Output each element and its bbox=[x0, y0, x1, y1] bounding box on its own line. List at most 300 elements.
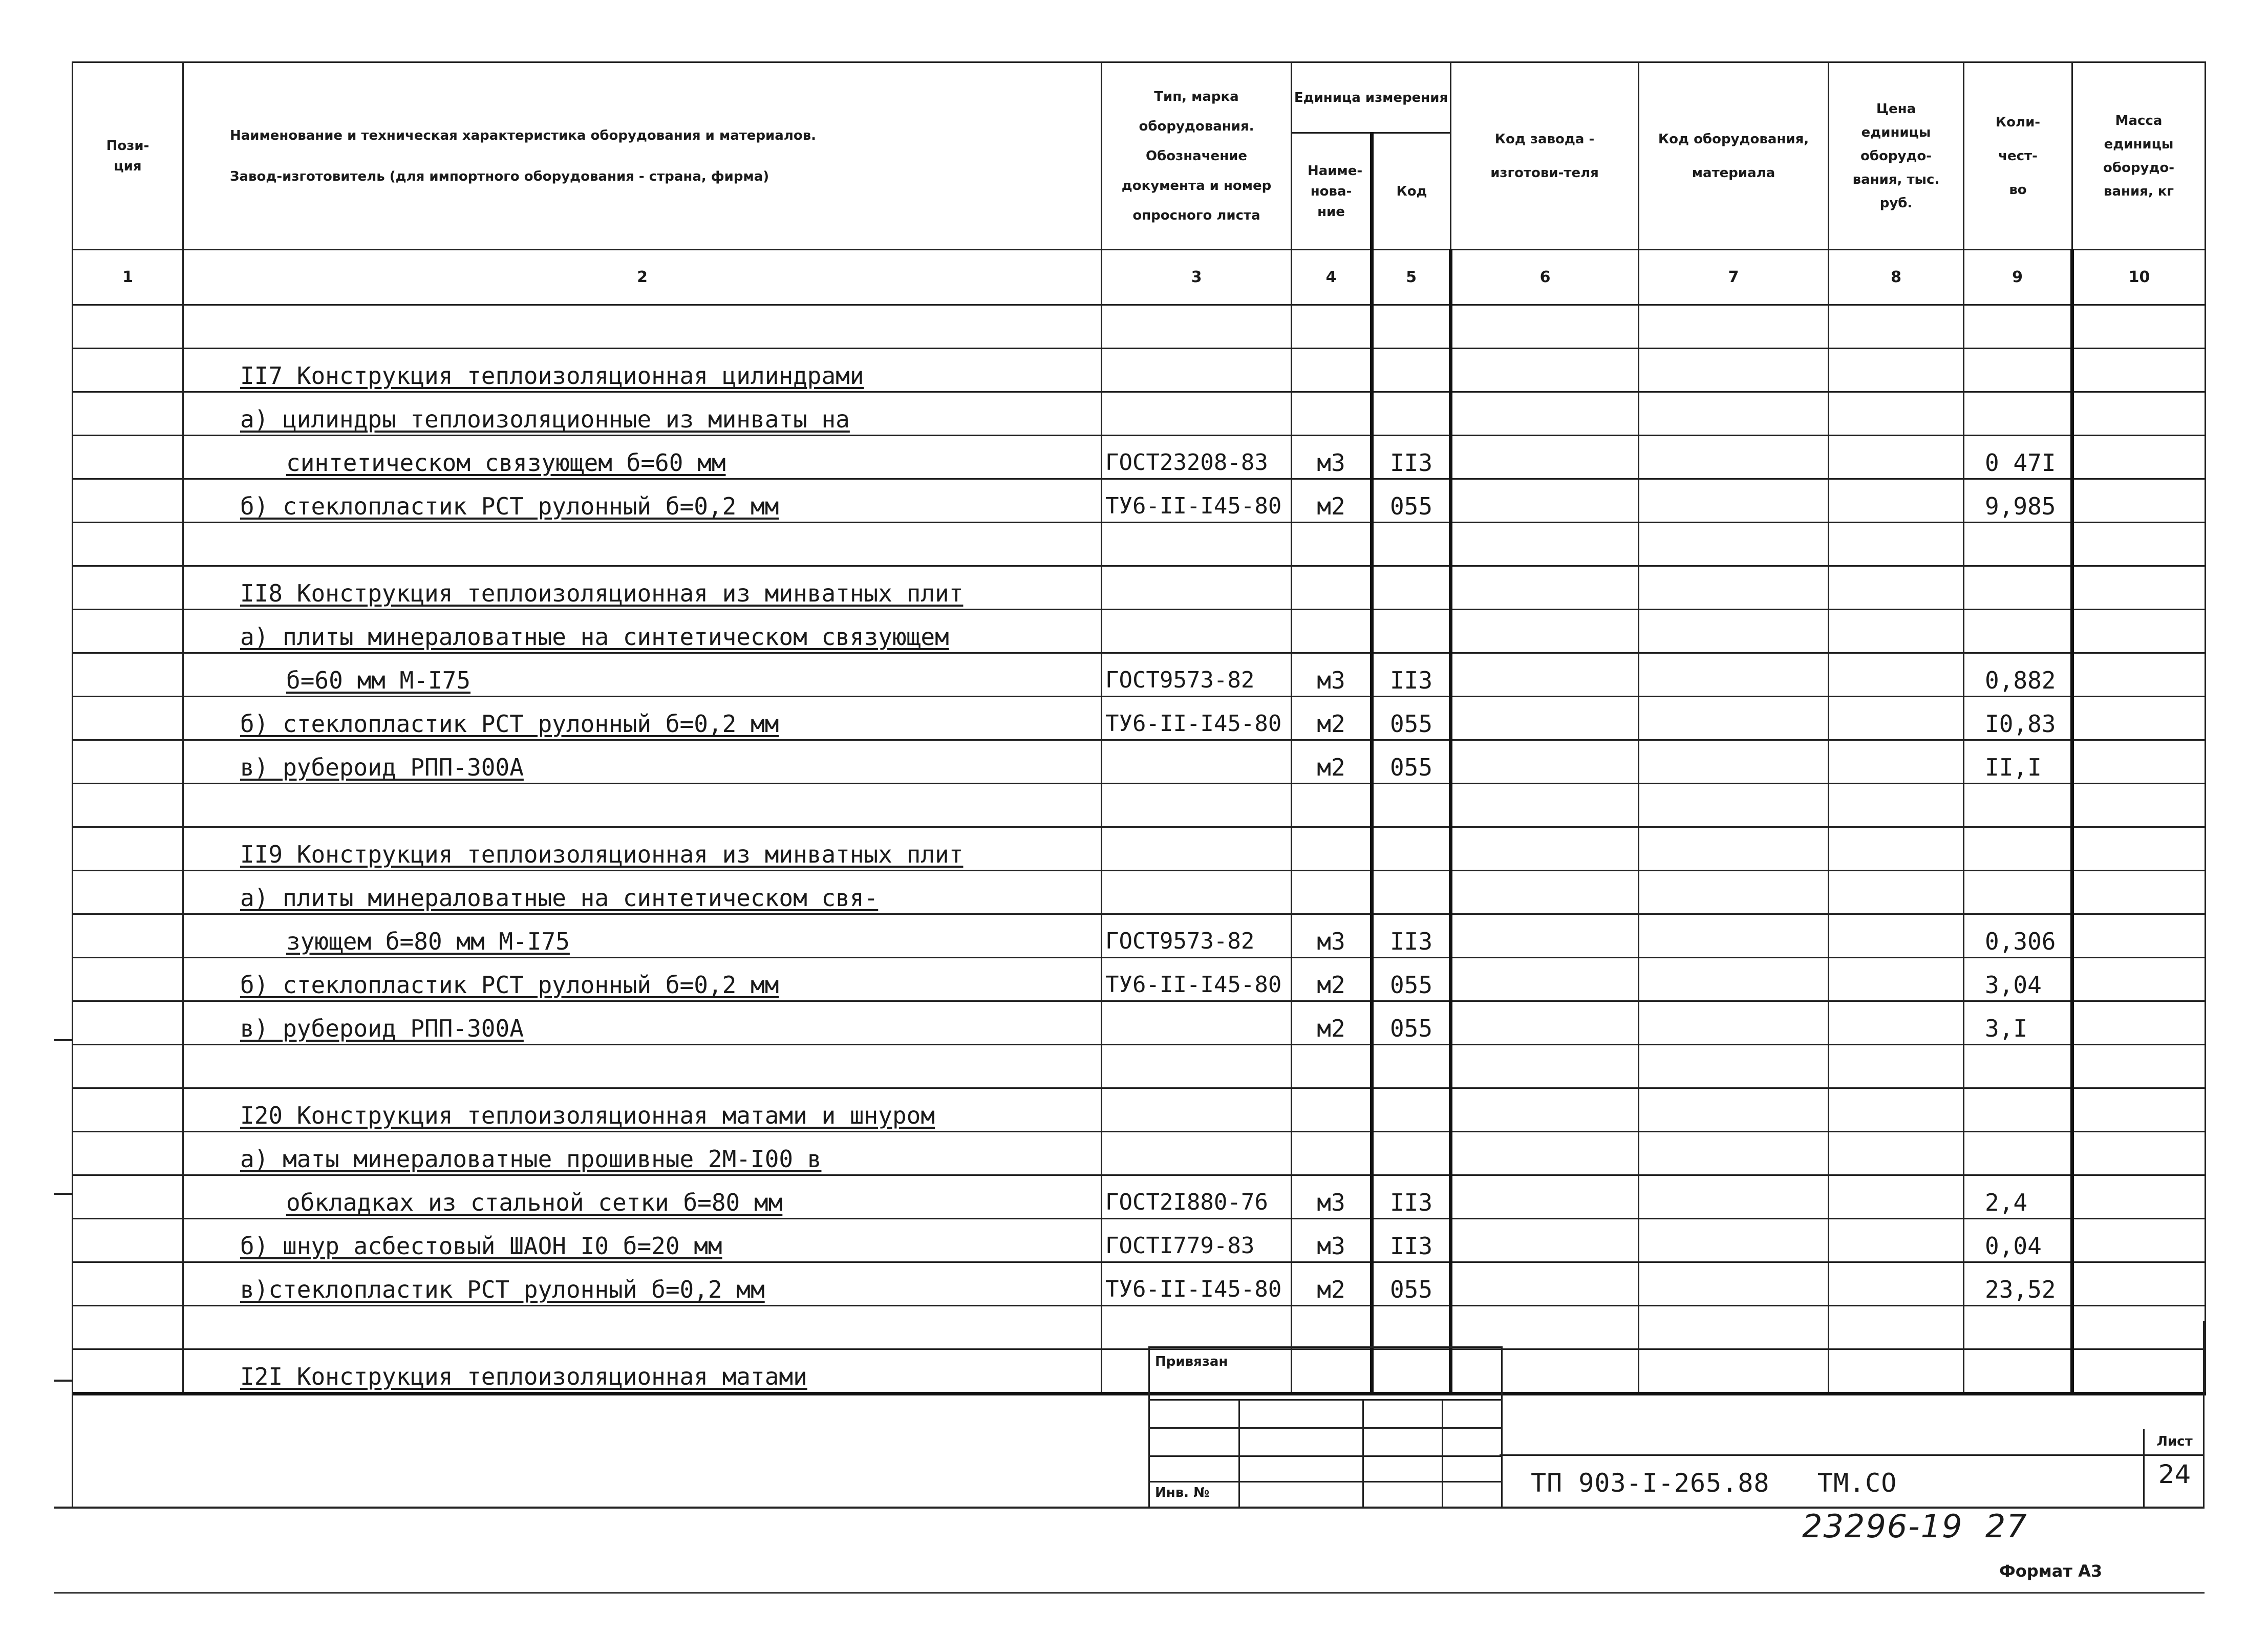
header-mass: Масса единицы оборудо-вания, кг bbox=[2072, 62, 2206, 250]
document-cell: ГОСТ9573-82 bbox=[1102, 653, 1292, 697]
header-position: Пози- ция bbox=[73, 62, 183, 250]
table-row bbox=[73, 566, 2206, 610]
table-row bbox=[73, 1045, 2206, 1088]
sheet-number-box bbox=[2143, 1429, 2205, 1507]
document-cell bbox=[1102, 1306, 1292, 1349]
document-cell bbox=[1102, 1001, 1292, 1045]
position-cell bbox=[73, 1132, 183, 1175]
document-cell bbox=[1102, 740, 1292, 784]
item-name-cell: б) стеклопластик РСТ рулонный б=0,2 мм bbox=[183, 697, 1102, 740]
column-number: 6 bbox=[1451, 250, 1639, 305]
quantity-cell bbox=[1964, 1306, 2072, 1349]
unit-code-cell bbox=[1372, 392, 1451, 436]
position-cell bbox=[73, 827, 183, 871]
table-row bbox=[73, 436, 2206, 479]
document-cell bbox=[1102, 566, 1292, 610]
unit-name-cell: м2 bbox=[1292, 1001, 1372, 1045]
unit-name-cell bbox=[1292, 1045, 1372, 1088]
plant-code-cell bbox=[1451, 1088, 1639, 1132]
item-name-cell: а) маты минераловатные прошивные 2М-I00 в bbox=[183, 1132, 1102, 1175]
position-cell bbox=[73, 479, 183, 523]
unit-name-cell bbox=[1292, 610, 1372, 653]
item-name-cell: II8 Конструкция теплоизоляционная из минватных плит bbox=[183, 566, 1102, 610]
header-unit: Единица измерения bbox=[1292, 62, 1451, 133]
price-cell bbox=[1829, 1349, 1964, 1394]
item-name-cell: в) рубероид РПП-300А bbox=[183, 740, 1102, 784]
sheet-label: Лист bbox=[2145, 1429, 2205, 1456]
document-cell bbox=[1102, 1132, 1292, 1175]
quantity-cell: 23,52 bbox=[1964, 1262, 2072, 1306]
unit-code-cell: 055 bbox=[1372, 479, 1451, 523]
column-number: 8 bbox=[1829, 250, 1964, 305]
table-row bbox=[73, 1001, 2206, 1045]
price-cell bbox=[1829, 697, 1964, 740]
plant-code-cell bbox=[1451, 349, 1639, 392]
margin-tick bbox=[54, 1039, 72, 1041]
header-plant-code: Код завода - изготови-теля bbox=[1451, 62, 1639, 250]
item-name-cell: II7 Конструкция теплоизоляционная цилиндрами bbox=[183, 349, 1102, 392]
quantity-cell bbox=[1964, 1045, 2072, 1088]
quantity-cell: 9,985 bbox=[1964, 479, 2072, 523]
material-code-cell bbox=[1639, 566, 1829, 610]
material-code-cell bbox=[1639, 1306, 1829, 1349]
unit-code-cell bbox=[1372, 784, 1451, 827]
mass-cell bbox=[2072, 871, 2206, 914]
price-cell bbox=[1829, 1132, 1964, 1175]
document-cell bbox=[1102, 1088, 1292, 1132]
frame-left-border bbox=[72, 1321, 73, 1507]
plant-code-cell bbox=[1451, 740, 1639, 784]
unit-code-cell bbox=[1372, 871, 1451, 914]
header-quantity: Коли-чест-во bbox=[1964, 62, 2072, 250]
quantity-cell bbox=[1964, 349, 2072, 392]
plant-code-cell bbox=[1451, 697, 1639, 740]
price-cell bbox=[1829, 566, 1964, 610]
quantity-cell bbox=[1964, 523, 2072, 566]
material-code-cell bbox=[1639, 740, 1829, 784]
stamp-inventory-number: Инв. № bbox=[1155, 1485, 1210, 1500]
material-code-cell bbox=[1639, 1262, 1829, 1306]
quantity-cell bbox=[1964, 827, 2072, 871]
plant-code-cell bbox=[1451, 1132, 1639, 1175]
item-name-cell: обкладках из стальной сетки б=80 мм bbox=[183, 1175, 1102, 1219]
mass-cell bbox=[2072, 958, 2206, 1001]
quantity-cell bbox=[1964, 1349, 2072, 1394]
mass-cell bbox=[2072, 523, 2206, 566]
mass-cell bbox=[2072, 1088, 2206, 1132]
table-row bbox=[73, 392, 2206, 436]
document-cell bbox=[1102, 523, 1292, 566]
plant-code-cell bbox=[1451, 523, 1639, 566]
column-numbers-row bbox=[73, 250, 2206, 305]
mass-cell bbox=[2072, 479, 2206, 523]
material-code-cell bbox=[1639, 958, 1829, 1001]
mass-cell bbox=[2072, 1175, 2206, 1219]
table-row bbox=[73, 653, 2206, 697]
document-cell: ГОСТ2I880-76 bbox=[1102, 1175, 1292, 1219]
item-name-cell bbox=[183, 305, 1102, 349]
table-row bbox=[73, 523, 2206, 566]
item-name-cell: I2I Конструкция теплоизоляционная матами bbox=[183, 1349, 1102, 1394]
material-code-cell bbox=[1639, 1175, 1829, 1219]
price-cell bbox=[1829, 349, 1964, 392]
quantity-cell: 3,04 bbox=[1964, 958, 2072, 1001]
margin-tick bbox=[54, 1380, 72, 1382]
position-cell bbox=[73, 740, 183, 784]
plant-code-cell bbox=[1451, 1306, 1639, 1349]
quantity-cell: 0,04 bbox=[1964, 1219, 2072, 1262]
table-row bbox=[73, 914, 2206, 958]
item-name-cell: II9 Конструкция теплоизоляционная из минватных плит bbox=[183, 827, 1102, 871]
position-cell bbox=[73, 610, 183, 653]
mass-cell bbox=[2072, 349, 2206, 392]
price-cell bbox=[1829, 1045, 1964, 1088]
material-code-cell bbox=[1639, 1349, 1829, 1394]
mass-cell bbox=[2072, 1219, 2206, 1262]
unit-name-cell bbox=[1292, 523, 1372, 566]
item-name-cell: б) стеклопластик РСТ рулонный б=0,2 мм bbox=[183, 958, 1102, 1001]
stamp-title: Привязан bbox=[1155, 1354, 1228, 1369]
plant-code-cell bbox=[1451, 1045, 1639, 1088]
price-cell bbox=[1829, 740, 1964, 784]
plant-code-cell bbox=[1451, 1175, 1639, 1219]
document-cell bbox=[1102, 349, 1292, 392]
unit-name-cell: м3 bbox=[1292, 436, 1372, 479]
quantity-cell bbox=[1964, 610, 2072, 653]
unit-code-cell: II3 bbox=[1372, 1175, 1451, 1219]
position-cell bbox=[73, 1349, 183, 1394]
unit-code-cell: 055 bbox=[1372, 1262, 1451, 1306]
quantity-cell: 0 47I bbox=[1964, 436, 2072, 479]
position-cell bbox=[73, 697, 183, 740]
material-code-cell bbox=[1639, 784, 1829, 827]
material-code-cell bbox=[1639, 610, 1829, 653]
column-number: 7 bbox=[1639, 250, 1829, 305]
plant-code-cell bbox=[1451, 1219, 1639, 1262]
price-cell bbox=[1829, 305, 1964, 349]
plant-code-cell bbox=[1451, 784, 1639, 827]
unit-name-cell bbox=[1292, 305, 1372, 349]
document-cell: ГОСТ9573-82 bbox=[1102, 914, 1292, 958]
unit-code-cell bbox=[1372, 827, 1451, 871]
plant-code-cell bbox=[1451, 958, 1639, 1001]
position-cell bbox=[73, 958, 183, 1001]
price-cell bbox=[1829, 523, 1964, 566]
plant-code-cell bbox=[1451, 827, 1639, 871]
unit-code-cell bbox=[1372, 1088, 1451, 1132]
column-number: 1 bbox=[73, 250, 183, 305]
unit-name-cell: м2 bbox=[1292, 740, 1372, 784]
margin-tick bbox=[54, 1193, 72, 1195]
position-cell bbox=[73, 914, 183, 958]
item-name-cell: а) цилиндры теплоизоляционные из минваты на bbox=[183, 392, 1102, 436]
position-cell bbox=[73, 1306, 183, 1349]
document-cell bbox=[1102, 1045, 1292, 1088]
column-number: 2 bbox=[183, 250, 1102, 305]
table-row bbox=[73, 305, 2206, 349]
table-row bbox=[73, 479, 2206, 523]
document-cell bbox=[1102, 392, 1292, 436]
unit-code-cell bbox=[1372, 523, 1451, 566]
material-code-cell bbox=[1639, 1132, 1829, 1175]
table-row bbox=[73, 1349, 2206, 1394]
quantity-cell bbox=[1964, 1132, 2072, 1175]
table-row bbox=[73, 1306, 2206, 1349]
price-cell bbox=[1829, 784, 1964, 827]
mass-cell bbox=[2072, 1132, 2206, 1175]
plant-code-cell bbox=[1451, 653, 1639, 697]
mass-cell bbox=[2072, 566, 2206, 610]
plant-code-cell bbox=[1451, 914, 1639, 958]
plant-code-cell bbox=[1451, 1001, 1639, 1045]
position-cell bbox=[73, 1001, 183, 1045]
mass-cell bbox=[2072, 784, 2206, 827]
document-cell: ТУ6-II-I45-80 bbox=[1102, 697, 1292, 740]
plant-code-cell bbox=[1451, 305, 1639, 349]
price-cell bbox=[1829, 610, 1964, 653]
quantity-cell: I0,83 bbox=[1964, 697, 2072, 740]
table-row bbox=[73, 349, 2206, 392]
unit-code-cell: 055 bbox=[1372, 697, 1451, 740]
mass-cell bbox=[2072, 1045, 2206, 1088]
header-name-line2: Завод-изготовитель (для импортного оборудования - страна, фирма) bbox=[230, 168, 769, 184]
column-number: 3 bbox=[1102, 250, 1292, 305]
column-number: 10 bbox=[2072, 250, 2206, 305]
unit-name-cell bbox=[1292, 349, 1372, 392]
unit-code-cell: 055 bbox=[1372, 740, 1451, 784]
unit-name-cell: м3 bbox=[1292, 1219, 1372, 1262]
table-row bbox=[73, 1132, 2206, 1175]
header-type: Тип, марка оборудования. Обозначение документа и номер опросного листа bbox=[1102, 62, 1292, 250]
quantity-cell bbox=[1964, 1088, 2072, 1132]
unit-name-cell bbox=[1292, 1088, 1372, 1132]
quantity-cell bbox=[1964, 871, 2072, 914]
item-name-cell bbox=[183, 1045, 1102, 1088]
quantity-cell bbox=[1964, 784, 2072, 827]
price-cell bbox=[1829, 827, 1964, 871]
unit-name-cell: м3 bbox=[1292, 1175, 1372, 1219]
sheet-baseline bbox=[54, 1592, 2205, 1594]
material-code-cell bbox=[1639, 523, 1829, 566]
material-code-cell bbox=[1639, 1001, 1829, 1045]
header-name bbox=[183, 62, 1102, 250]
table-row bbox=[73, 1262, 2206, 1306]
unit-code-cell bbox=[1372, 305, 1451, 349]
document-cell: ТУ6-II-I45-80 bbox=[1102, 1262, 1292, 1306]
mass-cell bbox=[2072, 740, 2206, 784]
mass-cell bbox=[2072, 1306, 2206, 1349]
mass-cell bbox=[2072, 1349, 2206, 1394]
unit-code-cell bbox=[1372, 1045, 1451, 1088]
document-cell: ТУ6-II-I45-80 bbox=[1102, 958, 1292, 1001]
unit-name-cell bbox=[1292, 392, 1372, 436]
position-cell bbox=[73, 1175, 183, 1219]
item-name-cell: зующем б=80 мм М-I75 bbox=[183, 914, 1102, 958]
material-code-cell bbox=[1639, 1219, 1829, 1262]
mass-cell bbox=[2072, 305, 2206, 349]
table-row bbox=[73, 1219, 2206, 1262]
price-cell bbox=[1829, 1306, 1964, 1349]
item-name-cell: б) стеклопластик РСТ рулонный б=0,2 мм bbox=[183, 479, 1102, 523]
unit-code-cell bbox=[1372, 1306, 1451, 1349]
quantity-cell bbox=[1964, 305, 2072, 349]
unit-code-cell: II3 bbox=[1372, 653, 1451, 697]
position-cell bbox=[73, 1262, 183, 1306]
header-name-line1: Наименование и техническая характеристика оборудования и материалов. bbox=[230, 127, 817, 143]
item-name-cell: в)стеклопластик РСТ рулонный б=0,2 мм bbox=[183, 1262, 1102, 1306]
material-code-cell bbox=[1639, 827, 1829, 871]
mass-cell bbox=[2072, 610, 2206, 653]
unit-name-cell: м3 bbox=[1292, 914, 1372, 958]
document-cell bbox=[1102, 827, 1292, 871]
binding-stamp bbox=[1148, 1346, 1503, 1508]
table-row bbox=[73, 784, 2206, 827]
quantity-cell bbox=[1964, 392, 2072, 436]
unit-name-cell: м2 bbox=[1292, 697, 1372, 740]
item-name-cell: а) плиты минераловатные на синтетическом свя- bbox=[183, 871, 1102, 914]
unit-code-cell: II3 bbox=[1372, 914, 1451, 958]
unit-code-cell bbox=[1372, 349, 1451, 392]
material-code-cell bbox=[1639, 479, 1829, 523]
unit-name-cell bbox=[1292, 1132, 1372, 1175]
unit-name-cell bbox=[1292, 871, 1372, 914]
item-name-cell: в) рубероид РПП-300А bbox=[183, 1001, 1102, 1045]
price-cell bbox=[1829, 1175, 1964, 1219]
unit-name-cell bbox=[1292, 1306, 1372, 1349]
material-code-cell bbox=[1639, 436, 1829, 479]
price-cell bbox=[1829, 1262, 1964, 1306]
material-code-cell bbox=[1639, 305, 1829, 349]
table-row bbox=[73, 1088, 2206, 1132]
unit-code-cell bbox=[1372, 610, 1451, 653]
quantity-cell: II,I bbox=[1964, 740, 2072, 784]
table-row bbox=[73, 697, 2206, 740]
unit-name-cell: м3 bbox=[1292, 653, 1372, 697]
quantity-cell: 3,I bbox=[1964, 1001, 2072, 1045]
position-cell bbox=[73, 436, 183, 479]
unit-name-cell bbox=[1292, 784, 1372, 827]
quantity-cell bbox=[1964, 566, 2072, 610]
price-cell bbox=[1829, 392, 1964, 436]
unit-name-cell: м2 bbox=[1292, 958, 1372, 1001]
unit-code-cell bbox=[1372, 566, 1451, 610]
header-unit-code: Код bbox=[1372, 133, 1451, 250]
table-row bbox=[73, 827, 2206, 871]
unit-code-cell bbox=[1372, 1132, 1451, 1175]
mass-cell bbox=[2072, 653, 2206, 697]
plant-code-cell bbox=[1451, 1262, 1639, 1306]
item-name-cell: а) плиты минераловатные на синтетическом связующем bbox=[183, 610, 1102, 653]
mass-cell bbox=[2072, 1001, 2206, 1045]
item-name-cell bbox=[183, 784, 1102, 827]
position-cell bbox=[73, 305, 183, 349]
mass-cell bbox=[2072, 436, 2206, 479]
document-cell: ГОСТ23208-83 bbox=[1102, 436, 1292, 479]
material-code-cell bbox=[1639, 1088, 1829, 1132]
price-cell bbox=[1829, 479, 1964, 523]
column-number: 9 bbox=[1964, 250, 2072, 305]
unit-code-cell: 055 bbox=[1372, 958, 1451, 1001]
price-cell bbox=[1829, 1219, 1964, 1262]
unit-name-cell: м2 bbox=[1292, 1262, 1372, 1306]
material-code-cell bbox=[1639, 653, 1829, 697]
document-cell bbox=[1102, 610, 1292, 653]
position-cell bbox=[73, 566, 183, 610]
position-cell bbox=[73, 1219, 183, 1262]
title-block-line bbox=[1500, 1454, 2205, 1456]
position-cell bbox=[73, 523, 183, 566]
item-name-cell: I20 Конструкция теплоизоляционная матами и шнуром bbox=[183, 1088, 1102, 1132]
document-cell bbox=[1102, 871, 1292, 914]
table-row bbox=[73, 610, 2206, 653]
unit-name-cell: м2 bbox=[1292, 479, 1372, 523]
position-cell bbox=[73, 871, 183, 914]
item-name-cell bbox=[183, 523, 1102, 566]
position-cell bbox=[73, 349, 183, 392]
position-cell bbox=[73, 1088, 183, 1132]
item-name-cell bbox=[183, 1306, 1102, 1349]
unit-code-cell: II3 bbox=[1372, 1219, 1451, 1262]
price-cell bbox=[1829, 871, 1964, 914]
plant-code-cell bbox=[1451, 610, 1639, 653]
material-code-cell bbox=[1639, 1045, 1829, 1088]
document-cell bbox=[1102, 784, 1292, 827]
position-cell bbox=[73, 784, 183, 827]
table-row bbox=[73, 958, 2206, 1001]
document-cell bbox=[1102, 305, 1292, 349]
document-cell: ТУ6-II-I45-80 bbox=[1102, 479, 1292, 523]
quantity-cell: 0,306 bbox=[1964, 914, 2072, 958]
item-name-cell: синтетическом связующем б=60 мм bbox=[183, 436, 1102, 479]
document-cell: ГОСТI779-83 bbox=[1102, 1219, 1292, 1262]
plant-code-cell bbox=[1451, 392, 1639, 436]
format-label: Формат А3 bbox=[1999, 1561, 2103, 1581]
table-row bbox=[73, 740, 2206, 784]
header-unit-name: Наиме-нова-ние bbox=[1292, 133, 1372, 250]
price-cell bbox=[1829, 914, 1964, 958]
material-code-cell bbox=[1639, 914, 1829, 958]
price-cell bbox=[1829, 958, 1964, 1001]
mass-cell bbox=[2072, 914, 2206, 958]
header-price: Цена единицы оборудо-вания, тыс. руб. bbox=[1829, 62, 1964, 250]
mass-cell bbox=[2072, 827, 2206, 871]
document-code: ТП 903-I-265.88 ТМ.СО bbox=[1531, 1468, 1897, 1498]
unit-name-cell bbox=[1292, 827, 1372, 871]
header-material-code: Код оборудования, материала bbox=[1639, 62, 1829, 250]
plant-code-cell bbox=[1451, 479, 1639, 523]
position-cell bbox=[73, 392, 183, 436]
mass-cell bbox=[2072, 697, 2206, 740]
table-row bbox=[73, 1175, 2206, 1219]
mass-cell bbox=[2072, 392, 2206, 436]
quantity-cell: 0,882 bbox=[1964, 653, 2072, 697]
quantity-cell: 2,4 bbox=[1964, 1175, 2072, 1219]
item-name-cell: б=60 мм М-I75 bbox=[183, 653, 1102, 697]
column-number: 4 bbox=[1292, 250, 1372, 305]
plant-code-cell bbox=[1451, 436, 1639, 479]
material-code-cell bbox=[1639, 392, 1829, 436]
plant-code-cell bbox=[1451, 871, 1639, 914]
mass-cell bbox=[2072, 1262, 2206, 1306]
unit-code-cell: 055 bbox=[1372, 1001, 1451, 1045]
price-cell bbox=[1829, 1088, 1964, 1132]
column-number: 5 bbox=[1372, 250, 1451, 305]
position-cell bbox=[73, 653, 183, 697]
material-code-cell bbox=[1639, 349, 1829, 392]
specification-table bbox=[72, 61, 2206, 1395]
price-cell bbox=[1829, 653, 1964, 697]
material-code-cell bbox=[1639, 871, 1829, 914]
